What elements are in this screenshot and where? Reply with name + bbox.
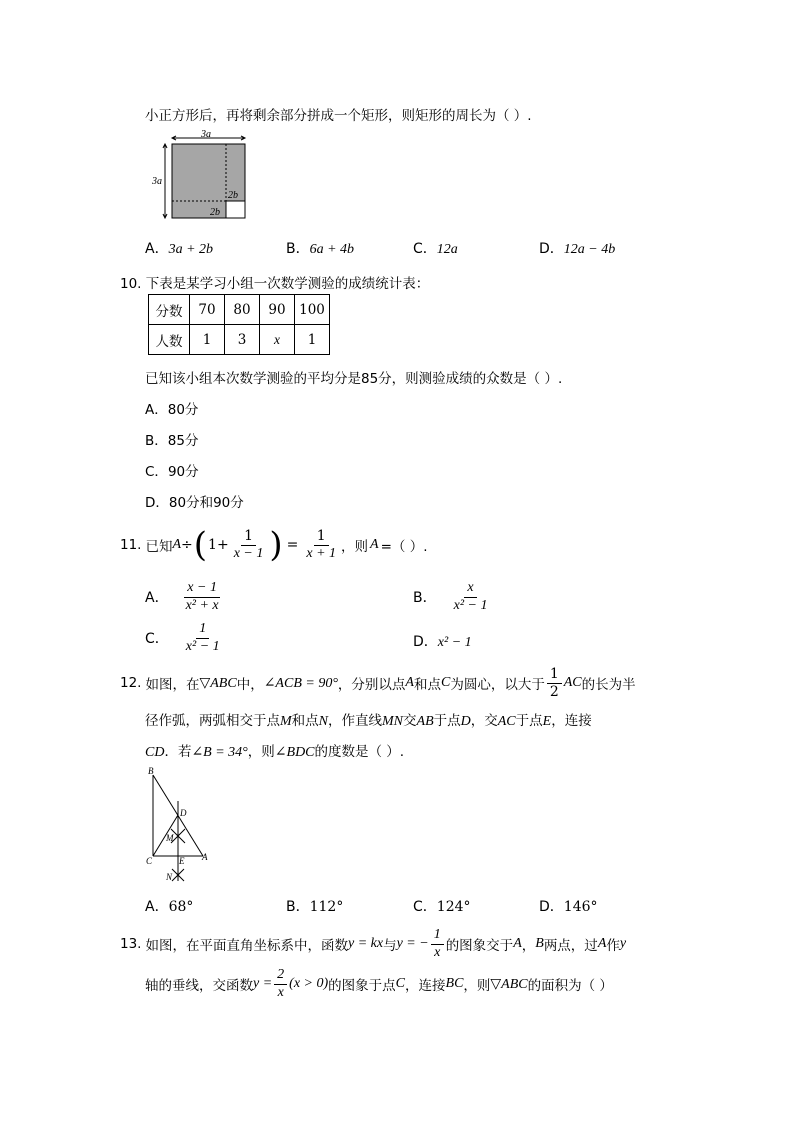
q9-option-b[interactable]: B．6a + 4b	[286, 241, 355, 257]
q9-fig-label-inner-v: 2b	[228, 190, 238, 201]
q12-line-1: 12. 如图，在 ▽ABC 中， ∠ACB = 90° ，分别以点 A 和点 C 为圆心，以大于 $\frac{1}{2}$ AC 的长为半	[120, 665, 636, 700]
q11-option-c[interactable]: C． $\frac{1}{\text{x² − 1}}$	[145, 621, 220, 654]
q10-followup: 已知该小组本次数学测验的平均分是85分，则测验成绩的众数是（ ）.	[145, 371, 563, 387]
q10-option-b[interactable]: B．85分	[145, 433, 199, 449]
q11-number: 11.	[120, 537, 142, 553]
q9-option-a[interactable]: A．3a + 2b	[145, 241, 214, 257]
q12-fig-label-m: M	[166, 833, 174, 843]
q9-option-c[interactable]: C．12a	[413, 241, 458, 257]
q10-option-c[interactable]: C．90分	[145, 464, 199, 480]
q13-line-2: 轴的垂线，交函数 y = $\frac{2}{x}$ (x > 0) 的图象于点 C ，连接 BC ，则 ▽ABC 的面积为（ ）	[145, 966, 613, 1000]
q12-option-b[interactable]: B．112°	[286, 899, 344, 915]
q12-fig-label-b: B	[148, 766, 154, 776]
q10-stem: 10. 下表是某学习小组一次数学测验的成绩统计表：	[120, 276, 430, 292]
q10-option-a[interactable]: A．80分	[145, 402, 199, 418]
q9-option-d[interactable]: D．12a − 4b	[539, 241, 616, 257]
q10-score-table	[148, 294, 330, 355]
q11-option-b[interactable]: B． $\frac{x}{\text{x² − 1}}$	[413, 580, 488, 613]
q9-stem-tail: 小正方形后，再将剩余部分拼成一个矩形，则矩形的周长为（ ）.	[145, 108, 532, 124]
q9-fig-label-left: 3a	[152, 176, 162, 187]
q10-option-d[interactable]: D．80分和90分	[145, 495, 244, 511]
q12-fig-label-e: E	[179, 856, 185, 866]
table-cell: x	[260, 325, 295, 355]
q11-option-d[interactable]: D．x² − 1	[413, 634, 472, 650]
q12-line-3: CD．若∠B = 34°，则∠BDC的度数是（ ）.	[145, 744, 405, 760]
table-cell: 分数	[149, 295, 190, 325]
q12-fig-label-a: A	[202, 852, 208, 862]
table-cell: 1	[190, 325, 225, 355]
q12-option-d[interactable]: D．146°	[539, 899, 598, 915]
q12-fig-label-n: N	[166, 872, 173, 882]
q9-fig-label-inner-h: 2b	[210, 207, 220, 218]
table-cell: 1	[295, 325, 330, 355]
q11-frac-2: $\frac{1}{x + 1}$	[306, 527, 337, 561]
q9-fig-label-top: 3a	[201, 129, 211, 140]
table-cell: 90	[260, 295, 295, 325]
table-cell: 80	[225, 295, 260, 325]
q13-number: 13.	[120, 936, 142, 952]
q13-line-1: 13. 如图，在平面直角坐标系中，函数 y = kx 与 y = − $\frac{1}{x}$ 的图象交于 A ， B 两点，过 A 作 y	[120, 926, 627, 960]
q12-number: 12.	[120, 675, 142, 691]
q12-fig-label-c: C	[146, 856, 153, 866]
table-cell: 100	[295, 295, 330, 325]
table-cell: 3	[225, 325, 260, 355]
left-paren: (	[193, 525, 208, 565]
q12-triangle-figure	[140, 763, 215, 888]
table-row	[149, 295, 330, 325]
q10-number: 10.	[120, 276, 142, 292]
table-cell: 人数	[149, 325, 190, 355]
q12-option-a[interactable]: A．68°	[145, 899, 194, 915]
q12-line-2: 径作弧，两弧相交于点M和点N，作直线MN交AB于点D，交AC于点E，连接	[145, 713, 592, 729]
table-row	[149, 325, 330, 355]
table-cell: 70	[190, 295, 225, 325]
q12-fig-label-d: D	[180, 808, 187, 818]
q11-option-a[interactable]: A． $\frac{x - 1}{\text{x² + x}}$	[145, 580, 219, 613]
right-paren: )	[269, 525, 283, 565]
q12-option-c[interactable]: C．124°	[413, 899, 471, 915]
q11-frac-1: $\frac{1}{x - 1}$	[233, 527, 264, 561]
q11-stem: 11. 已知 A ÷ ( 1+ $\frac{1}{x - 1}$ ) = $\frac{1}{x + 1}$ ，则 A =（ ）.	[120, 525, 428, 565]
q9-square-figure	[150, 128, 250, 224]
